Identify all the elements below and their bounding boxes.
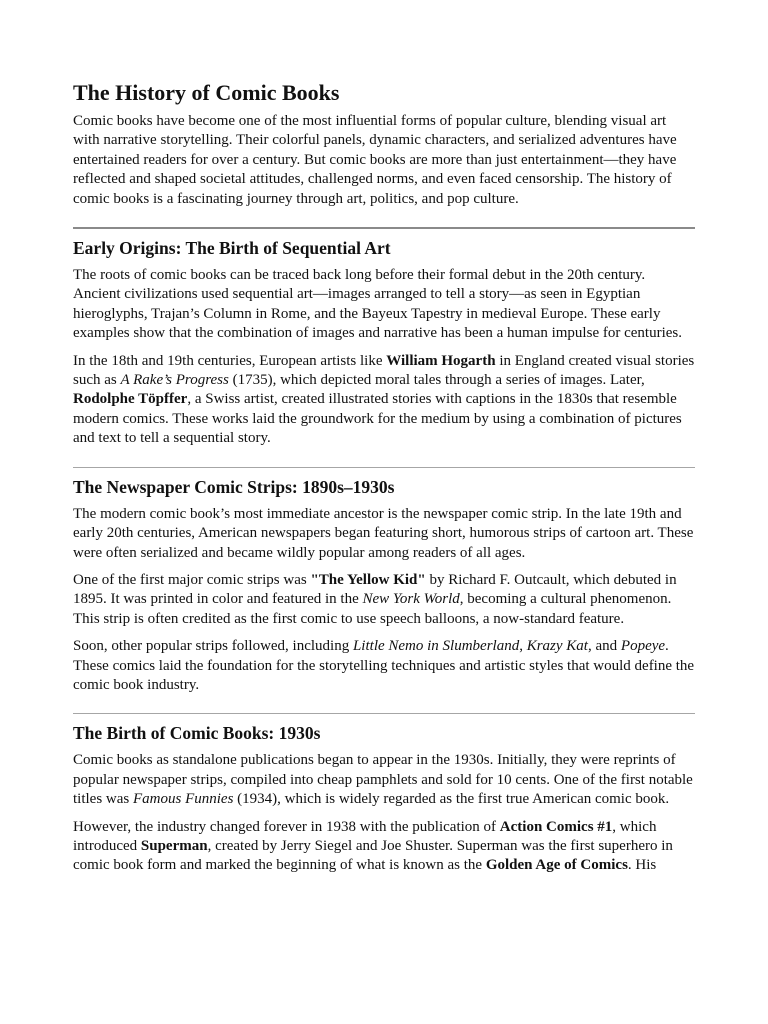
paragraph: Comic books as standalone publications began to appear in the 1930s. Initially, they were reprints of popular newspaper strips, compiled into cheap pamphlets and sold for 10 cents. One of the first notable titles was Famous Funnies (1934), which is widely regarded as the first true American comic book. [73,752,693,808]
paragraph: In the 18th and 19th centuries, European artists like William Hogarth in England created visual stories such as A Rake’s Progress (1735), which depicted moral tales through a series of images. Later, Rodolphe Töpffer, a Swiss artist, created illustrated stories with captions in the 1830s that resemble modern comics. These works laid the groundwork for the medium by using a combination of pictures and text to tell a sequential story. [73,352,695,447]
section-birth-of-comic-books [73,722,695,875]
bold-name: Superman [140,837,208,854]
italic-title: Little Nemo in Slumberland [352,638,520,655]
paragraph: Soon, other popular strips followed, including Little Nemo in Slumberland, Krazy Kat, and Popeye. These comics laid the foundation for the storytelling techniques and artistic styles that would define the comic book industry. [73,638,695,693]
paragraph: The modern comic book’s most immediate ancestor is the newspaper comic strip. In the late 19th and early 20th centuries, American newspapers began featuring short, humorous strips of cartoon art. These were often serialized and became wildly popular among readers of all ages. [73,505,694,561]
section-early-origins [73,237,695,449]
bold-name: Rodolphe Töpffer [73,391,188,408]
italic-title: Famous Funnies [133,791,234,808]
section-newspaper-strips [73,476,695,696]
italic-title: New York World [362,591,460,608]
paragraph: The roots of comic books can be traced back long before their formal debut in the 20th century. Ancient civilizations used sequential art—images arranged to tell a story—as seen in Egyptian hieroglyphs, Trajan’s Column in Rome, and the Bayeux Tapestry in medieval Europe. These early examples show that the combination of images and narrative has been a human impulse for centuries. [73,267,682,342]
section-divider [73,227,695,229]
bold-name: "The Yellow Kid" [310,571,426,588]
intro-paragraph: Comic books have become one of the most influential forms of popular culture, blending visual art with narrative storytelling. Their colorful panels, dynamic characters, and serialized adventures have entertained readers for over a century. But comic books are more than just entertainment—they have reflected and shaped societal attitudes, challenged norms, and even faced censorship. The history of comic books is a fascinating journey through art, politics, and pop culture. [73,113,677,207]
italic-title: Krazy Kat [526,638,588,655]
italic-title: Popeye [620,638,666,655]
page-title: The History of Comic Books [73,80,340,105]
paragraph: However, the industry changed forever in 1938 with the publication of Action Comics #1, which introduced Superman, created by Jerry Siegel and Joe Shuster. Superman was the first superhero in comic book form and marked the beginning of what is known as the Golden Age of Comics. His [73,818,673,874]
paragraph: One of the first major comic strips was "The Yellow Kid" by Richard F. Outcault, which debuted in 1895. It was printed in color and featured in the New York World, becoming a cultural phenomenon. This strip is often credited as the first comic to use speech balloons, a now-standard feature. [73,571,677,627]
section-divider [73,713,695,714]
bold-name: William Hogarth [386,352,496,369]
section-heading: The Newspaper Comic Strips: 1890s–1930s [73,476,395,497]
section-heading: The Birth of Comic Books: 1930s [73,723,321,744]
bold-name: Golden Age of Comics [485,857,628,874]
italic-title: A Rake’s Progress [120,372,229,389]
section-divider [73,467,695,468]
bold-name: Action Comics #1 [499,818,613,835]
section-heading: Early Origins: The Birth of Sequential Art [73,238,391,259]
